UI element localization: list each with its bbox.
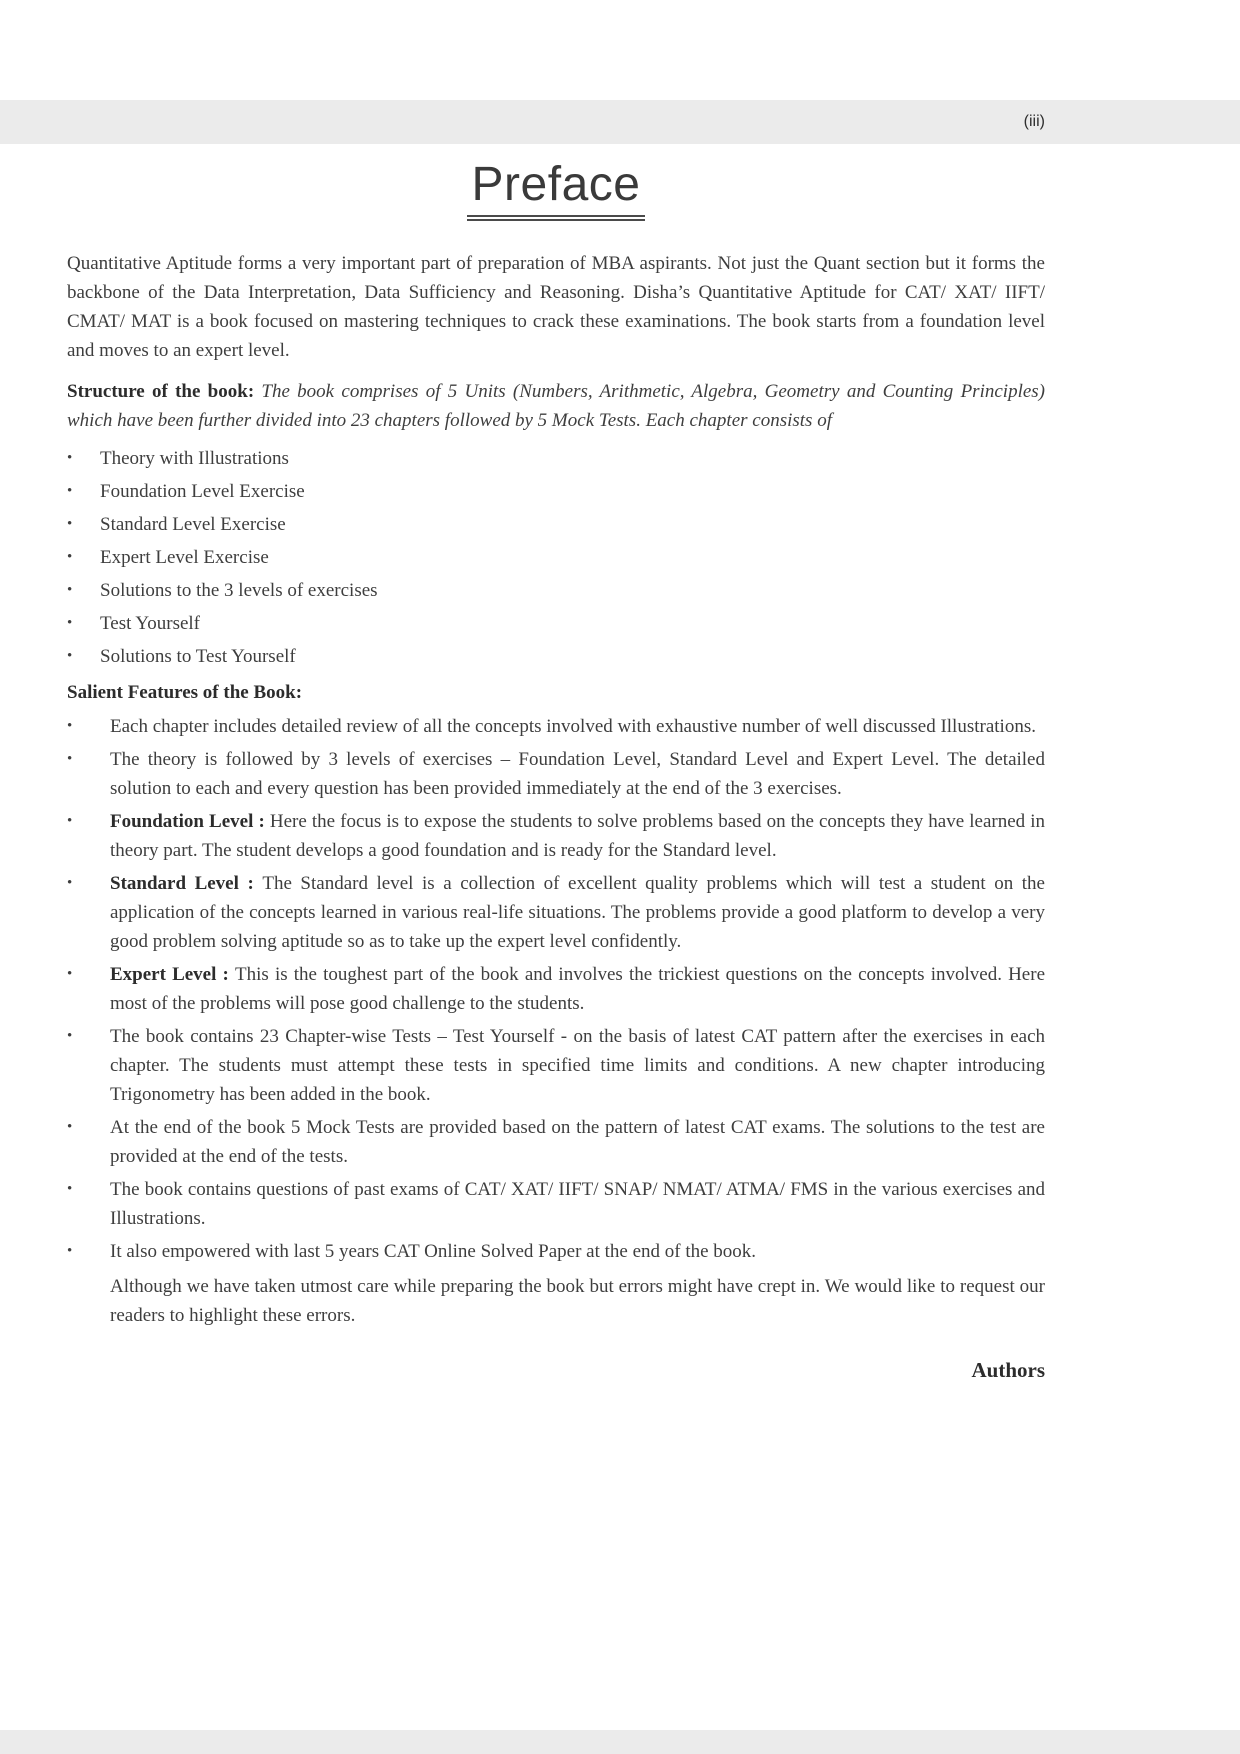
bullet-icon: • [67,1243,73,1259]
list-item [67,1022,1045,1109]
list-item-label: Solutions to the 3 levels of exercises [100,580,378,601]
title-block [67,158,1045,221]
salient-features-list [67,712,1045,1266]
bullet-icon: • [67,751,73,767]
bullet-icon: • [67,450,73,466]
bullet-icon: • [67,813,73,829]
list-item [67,960,1045,1018]
list-item [67,576,1045,605]
list-item [67,1175,1045,1233]
page-content [0,158,1240,1385]
bullet-icon: • [67,966,73,982]
authors-signature: Authors [971,1358,1045,1382]
list-item-lead: Expert Level : [110,964,236,985]
closing-paragraph: Although we have taken utmost care while preparing the book but errors might have crept in. We would like to request our readers to highlight these errors. [110,1276,1045,1326]
structure-label: Structure of the book: [67,381,262,402]
list-item [67,807,1045,865]
list-item [67,712,1045,741]
structure-paragraph [67,377,1045,435]
bullet-icon: • [67,1119,73,1135]
list-item-text: Foundation Level : Here the focus is to expose the students to solve problems based on the concepts they have learned in theory part. The student develops a good foundation and is ready for the Standard level. [110,811,1045,861]
bullet-icon: • [67,875,73,891]
list-item-label: Test Yourself [100,613,201,634]
footer-band [0,1730,1240,1754]
salient-features-heading: Salient Features of the Book: [67,682,303,703]
bullet-icon: • [67,1028,73,1044]
list-item [67,1237,1045,1266]
list-item [67,1113,1045,1171]
list-item [67,444,1045,473]
bullet-icon: • [67,718,73,734]
list-item [67,642,1045,671]
list-item [67,609,1045,638]
chapter-contents-list [67,444,1045,671]
bullet-icon: • [67,483,73,499]
bullet-icon: • [67,582,73,598]
list-item-label: Expert Level Exercise [100,547,269,568]
list-item [67,869,1045,956]
list-item-text: At the end of the book 5 Mock Tests are provided based on the pattern of latest CAT exams. The solutions to the test are provided at the end of the tests. [110,1117,1045,1167]
list-item-text: Expert Level : This is the toughest part of the book and involves the trickiest questions on the concepts involved. Here most of the problems will pose good challenge to the students. [110,964,1046,1014]
bullet-icon: • [67,549,73,565]
list-item-label: Solutions to Test Yourself [100,646,296,667]
bullet-icon: • [67,648,73,664]
bullet-icon: • [67,615,73,631]
structure-text: The book comprises of 5 Units (Numbers, Arithmetic, Algebra, Geometry and Counting Principles) which have been further divided into 23 chapters followed by 5 Mock Tests. Each chapter consists of [67,381,1045,431]
list-item [67,543,1045,572]
intro-paragraph: Quantitative Aptitude forms a very important part of preparation of MBA aspirants. Not just the Quant section but it forms the backbone of the Data Interpretation, Data Sufficiency and Reasoning. Disha’s Quantitative Aptitude for CAT/ XAT/ IIFT/ CMAT/ MAT is a book focused on mastering techniques to crack these examinations. The book starts from a foundation level and moves to an expert level. [67,253,1045,361]
list-item [67,510,1045,539]
header-band [0,100,1240,144]
list-item-text: It also empowered with last 5 years CAT Online Solved Paper at the end of the book. [110,1241,757,1262]
list-item-label: Theory with Illustrations [100,448,289,469]
list-item-text: The book contains questions of past exams of CAT/ XAT/ IIFT/ SNAP/ NMAT/ ATMA/ FMS in the various exercises and Illustrations. [110,1179,1045,1229]
bullet-icon: • [67,516,73,532]
page-number: (iii) [1023,113,1045,130]
list-item-label: Standard Level Exercise [100,514,286,535]
list-item-lead: Foundation Level : [110,811,270,832]
list-item-text: Standard Level : The Standard level is a collection of excellent quality problems which will test a student on the application of the concepts learned in various real-life situations. The problems provide a good platform to develop a very good problem solving aptitude so as to take up the expert level confidently. [110,873,1045,952]
list-item-label: Foundation Level Exercise [100,481,305,502]
bullet-icon: • [67,1181,73,1197]
list-item-text: The theory is followed by 3 levels of exercises – Foundation Level, Standard Level and Expert Level. The detailed solution to each and every question has been provided immediately at the end of the 3 exercises. [110,749,1045,799]
page-title: Preface [467,158,646,221]
list-item-lead: Standard Level : [110,873,263,894]
list-item [67,477,1045,506]
list-item-text: Each chapter includes detailed review of all the concepts involved with exhaustive number of well discussed Illustrations. [110,716,1036,737]
list-item [67,745,1045,803]
list-item-text: The book contains 23 Chapter-wise Tests – Test Yourself - on the basis of latest CAT pattern after the exercises in each chapter. The students must attempt these tests in specified time limits and conditions. A new chapter introducing Trigonometry has been added in the book. [110,1026,1045,1105]
